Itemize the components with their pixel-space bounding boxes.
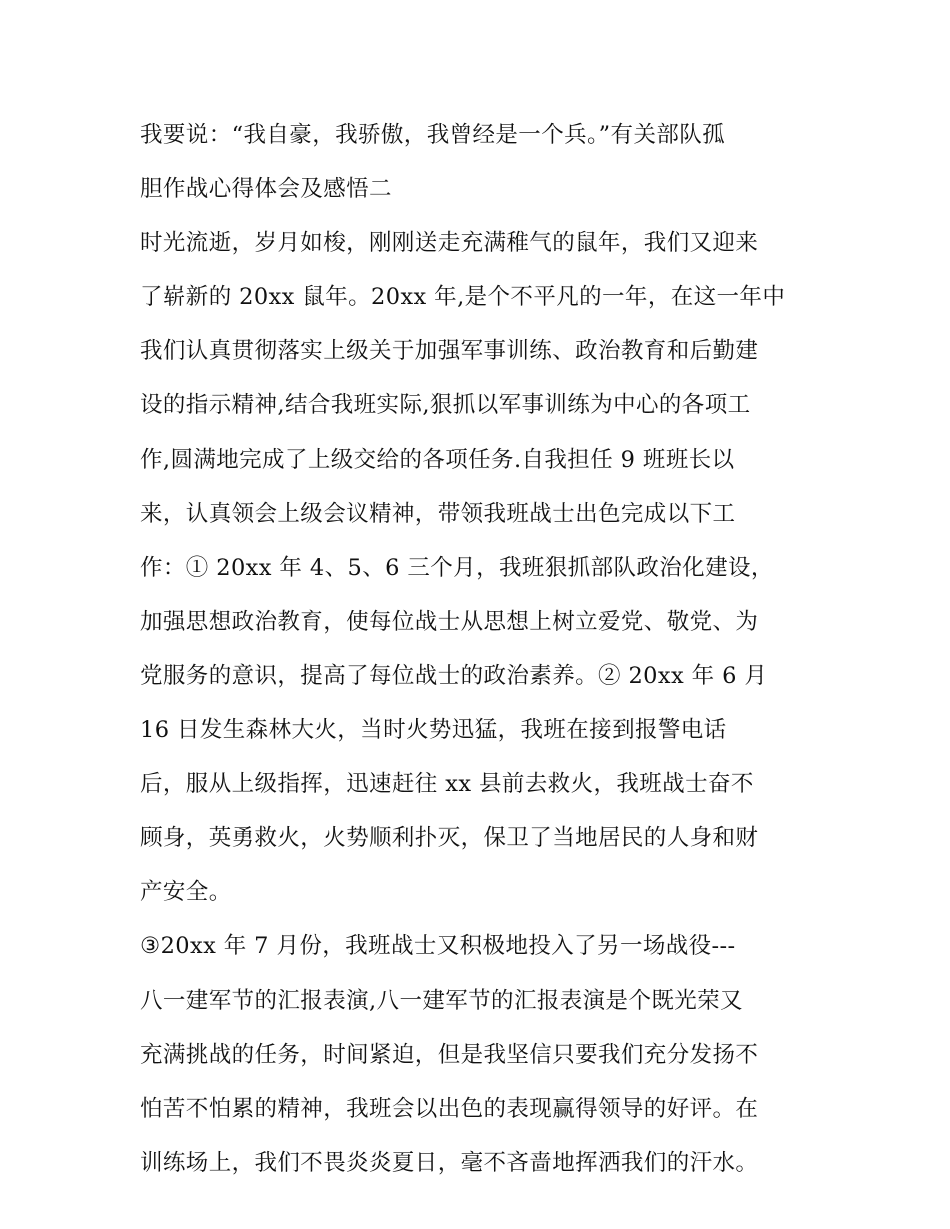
text-line: 设的指示精神,结合我班实际,狠抓以军事训练为中心的各项工 [140,392,751,419]
text-line: 加强思想政治教育，使每位战士从思想上树立爱党、敬党、为 [140,608,759,635]
text-line: 顾身，英勇救火，火势顺利扑灭，保卫了当地居民的人身和财 [140,825,759,852]
text-line: 作,圆满地完成了上级交给的各项任务.自我担任 9 班班长以 [140,446,735,473]
text-line: 充满挑战的任务，时间紧迫，但是我坚信只要我们充分发扬不 [140,1041,759,1068]
text-line: 作：① 20xx 年 4、5、6 三个月，我班狠抓部队政治化建设， [140,554,774,581]
text-line: 后，服从上级指挥，迅速赶往 xx 县前去救火，我班战士奋不 [140,771,754,798]
text-line: 训练场上，我们不畏炎炎夏日，毫不吝啬地挥洒我们的汗水。 [140,1149,759,1176]
text-line: 八一建军节的汇报表演,八一建军节的汇报表演是个既光荣又 [140,987,743,1014]
text-line: 怕苦不怕累的精神，我班会以出色的表现赢得领导的好评。在 [140,1095,759,1122]
text-line: ③20xx 年 7 月份，我班战士又积极地投入了另一场战役--- [140,933,736,960]
text-line: 产安全。 [140,879,232,906]
text-line: 我要说：“我自豪，我骄傲，我曾经是一个兵。”有关部队孤 [140,122,726,148]
text-line: 胆作战心得体会及感悟二 [140,176,392,203]
text-line: 我们认真贯彻落实上级关于加强军事训练、政治教育和后勤建 [140,338,759,365]
text-line: 了崭新的 20xx 鼠年。20xx 年,是个不平凡的一年，在这一年中 [140,284,786,311]
text-line: 16 日发生森林大火，当时火势迅猛，我班在接到报警电话 [140,717,727,744]
text-line: 来，认真领会上级会议精神，带领我班战士出色完成以下工 [140,500,736,527]
text-line: 时光流逝，岁月如梭，刚刚送走充满稚气的鼠年，我们又迎来 [140,230,759,257]
body-text [140,108,830,1190]
text-line: 党服务的意识，提高了每位战士的政治素养。② 20xx 年 6 月 [140,662,768,689]
